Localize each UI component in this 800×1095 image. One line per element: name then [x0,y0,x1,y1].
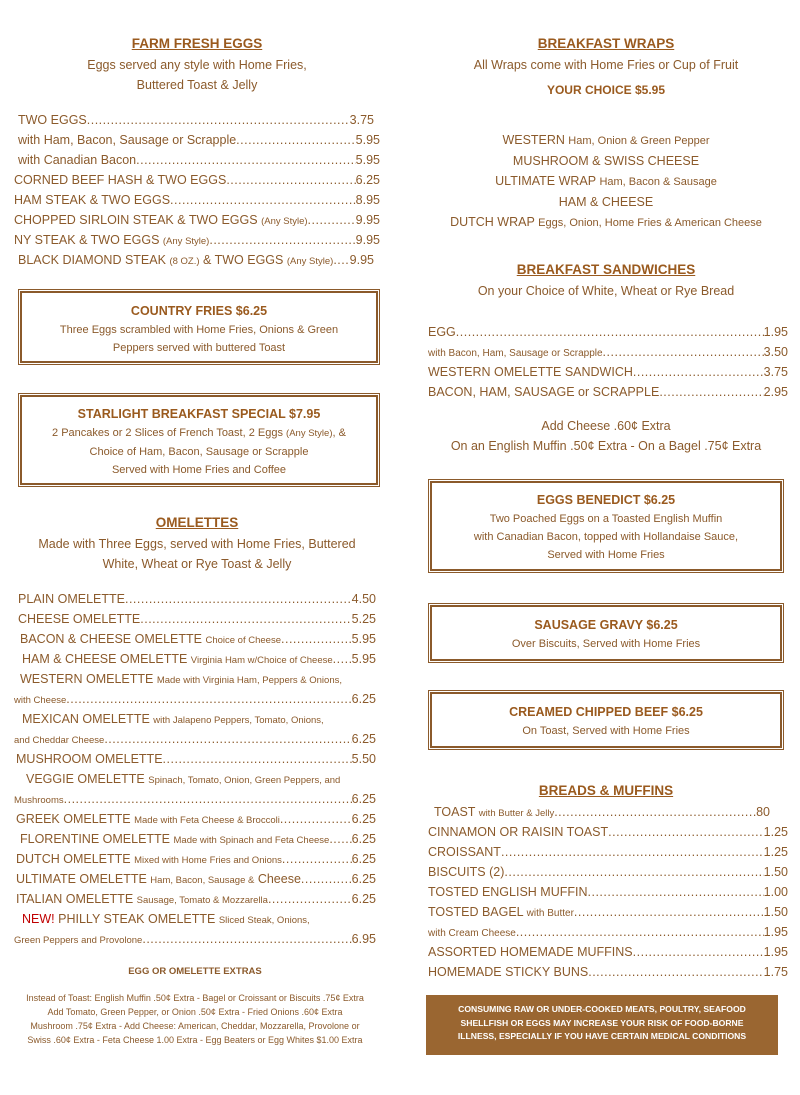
wraps-sub: All Wraps come with Home Fries or Cup of Fruit [473,58,739,72]
menu-item: TOAST with Butter & Jelly ..... 80 [428,802,788,822]
extras-section [14,966,376,1047]
benedict-line2: with Canadian Bacon, topped with Hollandaise Sauce, [473,531,739,543]
menu-item: GREEK OMELETTE Made with Feta Cheese & Broccoli ..... 6.25 [14,809,376,829]
starlight-line2: Choice of Ham, Bacon, Sausage or Scrapple [89,446,309,458]
chipped-line1: On Toast, Served with Home Fries [522,725,690,737]
menu-item: NY STEAK & TWO EGGS (Any Style) ..... 9.95 [14,230,380,250]
benedict-line3: Served with Home Fries [547,549,665,561]
menu-item: BACON & CHEESE OMELETTE Choice of Cheese ..... 5.95 [14,629,376,649]
sandwiches-addons [424,416,788,456]
farm-sub2: Buttered Toast & Jelly [136,78,258,92]
new-badge: NEW! [22,912,55,926]
extras-line1: Instead of Toast: English Muffin .50¢ Extra - Bagel or Croissant or Biscuits .75¢ Extra [26,993,364,1003]
chipped-title: CREAMED CHIPPED BEEF $6.25 [509,705,703,719]
country-line1: Three Eggs scrambled with Home Fries, Onions & Green [59,324,339,336]
addon-line1: Add Cheese .60¢ Extra [541,419,671,433]
menu-item: CORNED BEEF HASH & TWO EGGS ..... 6.25 [14,170,380,190]
starlight-line3: Served with Home Fries and Coffee [111,464,287,476]
menu-item: EGG ..... 1.95 [428,322,788,342]
chipped-box [428,690,784,750]
breads-title: BREADS & MUFFINS [538,783,674,798]
menu-item: CHEESE OMELETTE ..... 5.25 [14,609,376,629]
wraps-choice: YOUR CHOICE $5.95 [546,83,666,97]
menu-item: TOSTED ENGLISH MUFFIN ..... 1.00 [428,882,788,902]
menu-item: VEGGIE OMELETTE Spinach, Tomato, Onion, Green Peppers, and [26,772,341,786]
menu-item: CROISSANT ..... 1.25 [428,842,788,862]
starlight-line1: 2 Pancakes or 2 Slices of French Toast, 2 Eggs (Any Style), & [52,427,346,439]
wrap-item: HAM & CHEESE [558,195,654,209]
extras-title: EGG OR OMELETTE EXTRAS [128,966,262,977]
farm-sub1: Eggs served any style with Home Fries, [87,58,307,72]
warning-line1: CONSUMING RAW OR UNDER-COOKED MEATS, POULTRY, SEAFOOD [458,1004,746,1014]
country-line2: Peppers served with buttered Toast [112,342,286,354]
menu-item: PLAIN OMELETTE ..... 4.50 [14,589,376,609]
warning-banner [426,995,778,1055]
wrap-item: ULTIMATE WRAP Ham, Bacon & Sausage [495,174,717,188]
menu-item: NEW! PHILLY STEAK OMELETTE Sliced Steak, Onions, [22,912,310,926]
country-title: COUNTRY FRIES $6.25 [130,304,268,318]
extras-line3: Mushroom .75¢ Extra - Add Cheese: American, Cheddar, Mozzarella, Provolone or [30,1021,360,1031]
addon-line2: On an English Muffin .50¢ Extra - On a Bagel .75¢ Extra [450,439,762,453]
menu-item-cont: Green Peppers and Provolone ..... 6.95 [14,929,376,949]
omelettes-sub1: Made with Three Eggs, served with Home Fries, Buttered [38,537,356,551]
benedict-line1: Two Poached Eggs on a Toasted English Muffin [489,513,723,525]
menu-item: BACON, HAM, SAUSAGE or SCRAPPLE ..... 2.95 [428,382,788,402]
menu-item: TOSTED BAGEL with Butter ..... 1.50 [428,902,788,922]
wrap-item: DUTCH WRAP Eggs, Onion, Home Fries & American Cheese [450,215,762,229]
sandwiches-sub: On your Choice of White, Wheat or Rye Bread [477,284,735,298]
wrap-item: MUSHROOM & SWISS CHEESE [512,154,700,168]
menu-item: with Ham, Bacon, Sausage or Scrapple ..... 5.95 [14,130,380,150]
omelettes-header [14,515,380,574]
menu-item: MUSHROOM OMELETTE ..... 5.50 [14,749,376,769]
menu-item: BLACK DIAMOND STEAK (8 OZ.) & TWO EGGS (Any Style) ..... 9.95 [14,250,380,270]
farm-list [14,110,380,270]
menu-item: HAM STEAK & TWO EGGS ..... 8.95 [14,190,380,210]
warning-line2: SHELLFISH OR EGGS MAY INCREASE YOUR RISK OF FOOD-BORNE [460,1017,744,1028]
menu-item: ASSORTED HOMEMADE MUFFINS ..... 1.95 [428,942,788,962]
benedict-box [428,479,784,573]
country-fries-box [18,289,380,365]
gravy-line1: Over Biscuits, Served with Home Fries [511,638,701,650]
menu-item-cont: and Cheddar Cheese ..... 6.25 [14,729,376,749]
menu-item: TWO EGGS ..... 3.75 [14,110,380,130]
menu-item: CINNAMON OR RAISIN TOAST ..... 1.25 [428,822,788,842]
benedict-title: EGGS BENEDICT $6.25 [536,493,676,507]
extras-line2: Add Tomato, Green Pepper, or Onion .50¢ Extra - Fried Onions .60¢ Extra [47,1007,343,1017]
menu-item: FLORENTINE OMELETTE Made with Spinach and Feta Cheese ..... 6.25 [14,829,376,849]
menu-item: DUTCH OMELETTE Mixed with Home Fries and Onions ..... 6.25 [14,849,376,869]
menu-item: HOMEMADE STICKY BUNS ..... 1.75 [428,962,788,982]
breads-list [428,802,788,982]
warning-line3: ILLNESS, ESPECIALLY IF YOU HAVE CERTAIN MEDICAL CONDITIONS [457,1031,747,1041]
farm-title: FARM FRESH EGGS [131,36,263,51]
menu-item: CHOPPED SIRLOIN STEAK & TWO EGGS (Any Style) ..... 9.95 [14,210,380,230]
menu-item: HAM & CHEESE OMELETTE Virginia Ham w/Choice of Cheese ..... 5.95 [14,649,376,669]
omelettes-title: OMELETTES [155,515,239,530]
extras-line4: Swiss .60¢ Extra - Feta Cheese 1.00 Extra - Egg Beaters or Egg Whites $1.00 Extra [27,1035,363,1045]
menu-item-cont: Mushrooms ..... 6.25 [14,789,376,809]
menu-item: BISCUITS (2) ..... 1.50 [428,862,788,882]
menu-item: with Bacon, Ham, Sausage or Scrapple ..... 3.50 [428,342,788,362]
wraps-title: BREAKFAST WRAPS [537,36,675,51]
menu-item: MEXICAN OMELETTE with Jalapeno Peppers, Tomato, Onions, [22,712,324,726]
wraps-list [424,130,788,233]
menu-item: ITALIAN OMELETTE Sausage, Tomato & Mozzarella ..... 6.25 [14,889,376,909]
gravy-title: SAUSAGE GRAVY $6.25 [534,618,678,632]
starlight-box [18,393,380,487]
menu-item: WESTERN OMELETTE SANDWICH ..... 3.75 [428,362,788,382]
omelettes-sub2: White, Wheat or Rye Toast & Jelly [102,557,292,571]
omelettes-list [14,589,376,949]
wraps-header [424,36,788,97]
sandwiches-header [424,262,788,301]
sandwiches-list [428,322,788,402]
farm-section [14,36,380,95]
menu-item: WESTERN OMELETTE Made with Virginia Ham, Peppers & Onions, [20,672,342,686]
starlight-title: STARLIGHT BREAKFAST SPECIAL $7.95 [77,407,321,421]
breads-header [424,783,788,798]
menu-item: with Canadian Bacon ..... 5.95 [14,150,380,170]
sandwiches-title: BREAKFAST SANDWICHES [516,262,696,277]
wrap-item: WESTERN Ham, Onion & Green Pepper [502,133,710,147]
menu-item: ULTIMATE OMELETTE Ham, Bacon, Sausage & Cheese ..... 6.25 [14,869,376,889]
gravy-box [428,603,784,663]
menu-item: with Cream Cheese ..... 1.95 [428,922,788,942]
menu-item-cont: with Cheese ..... 6.25 [14,689,376,709]
